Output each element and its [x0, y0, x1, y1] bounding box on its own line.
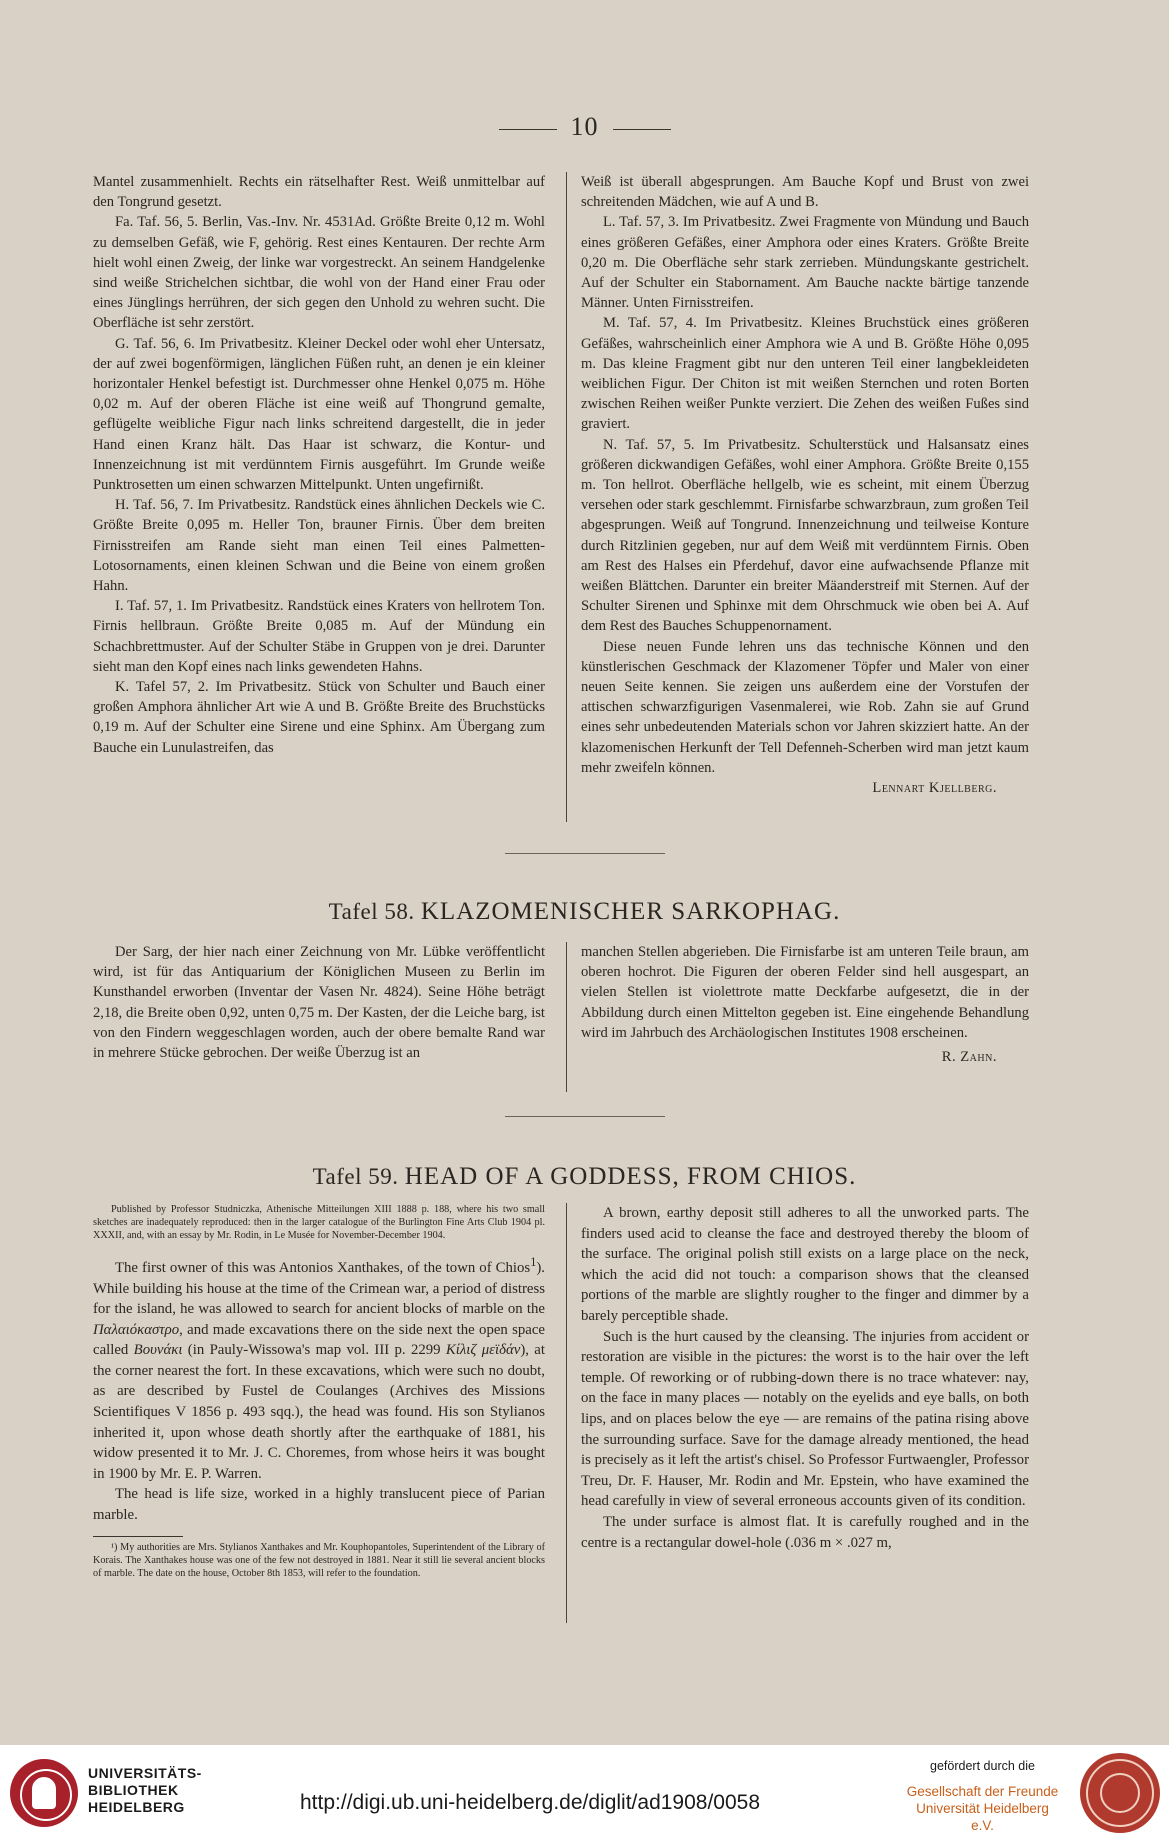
top-right-column	[581, 172, 1029, 798]
section-divider	[505, 853, 665, 854]
greek-term: Κίλιζ μεϊδάν	[445, 1342, 521, 1359]
paragraph: I. Taf. 57, 1. Im Privatbesitz. Randstück eines Kraters von hellrotem Ton. Firnis hellbraun. Größte Breite 0,085 m. Auf der Mündung ein Schachbrettmuster. Auf der Schulter Stäbe in Gruppen von je drei. Darunter sieht man den Kopf eines nach links gewendeten Hahns.	[93, 598, 545, 675]
footnote-rule	[93, 1536, 183, 1537]
tafel58-left-column	[93, 942, 545, 1063]
column-divider	[566, 1203, 567, 1623]
paragraph: The head is life size, worked in a highly translucent piece of Parian marble.	[93, 1486, 545, 1524]
university-seal-icon	[1080, 1753, 1160, 1833]
page-number: 10	[0, 112, 1169, 142]
tafel58-right-column	[581, 942, 1029, 1067]
page-number-rule-left	[499, 129, 557, 130]
paragraph: The first owner of this was Antonios Xanthakes, of the town of Chios$^1$). While building his house at the time of the Crimean war, a period of distress for the island, he was allowed to search for ancient blocks of marble on the Παλαιόκαστρο, and made excavations there on the side next the open space called Βουνάκι (in Pauly-Wissowa's map vol. III p. 2299 Κίλιζ μεϊδάν), at the corner nearest the fort. In these excavations, which were such no doubt, as are described by Fustel de Coulanges (Archives des Missions Scientifiques V 1856 p. 493 sqq.), the head was found. His son Stylianos inherited it, upon whose death shortly after the earthquake of 1881, his widow presented it to Mr. J. C. Choremes, from whose heirs it was bought in 1900 by Mr. E. P. Warren.	[93, 1255, 545, 1482]
paragraph: Diese neuen Funde lehren uns das technische Können und den künstlerischen Geschmack der Klazomener Töpfer und Maler von einer neuen Seite kennen. Sie zeigen uns außerdem eine der Vorstufen der attischen schwarzfigurigen Vasenmalerei, wie Rob. Zahn sie auf Grund eines sehr unbedeutenden Materials schon vor Jahren skizziert hatte. An der klazomenischen Herkunft der Tell Defenneh-Scherben wird man jetzt kaum mehr zweifeln können.	[581, 638, 1029, 776]
paragraph: M. Taf. 57, 4. Im Privatbesitz. Kleines Bruchstück eines größeren Gefäßes, wahrscheinlich einer Amphora wie A und B. Größte Höhe 0,095 m. Das kleine Fragment gibt nur den unteren Teil einer langbekleideten weiblichen Figur. Der Chiton ist mit weißen Sternchen und roten Borten zwischen Reihen weißer Punkte verziert. Die Zehen des weißen Fußes sind graviert.	[581, 315, 1029, 433]
tafel59-right-column	[581, 1203, 1029, 1553]
paragraph: G. Taf. 56, 6. Im Privatbesitz. Kleiner Deckel oder wohl eher Untersatz, der auf zwei bogenförmigen, länglichen Füßen ruht, an denen je ein kleiner horizontaler Henkel befestigt ist. Durchmesser ohne Henkel 0,075 m. Höhe 0,02 m. Auf der oberen Fläche ist eine weiß auf Thongrund gemalte, geflügelte weibliche Figur nach links schreitend dargestellt, die in jeder Hand einen Kranz hält. Das Haar ist schwarz, die Kontur- und Innenzeichnung ist mit verdünntem Firnis ausgeführt. Im Grunde weiße Punktrosetten um einen schwarzen Mittelpunkt. Unten ungefirnißt.	[93, 335, 545, 494]
paragraph: manchen Stellen abgerieben. Die Firnisfarbe ist am unteren Teile braun, am oberen hochrot. Die Figuren der oberen Felder sind hell ausgespart, an vielen Stellen ist violettrote matte Deckfarbe aufgesetzt, die in der Abbildung durch einen Mittelton gegeben ist. Eine eingehende Behandlung wird im Jahrbuch des Archäologischen Institutes 1908 erscheinen.	[581, 944, 1029, 1041]
paragraph: L. Taf. 57, 3. Im Privatbesitz. Zwei Fragmente von Mündung und Bauch eines größeren Gefäßes, einer Amphora oder eines Kraters. Größte Breite 0,20 m. Die Oberfläche sehr stark zerrieben. Mündungskante gestrichelt. Auf der Schulter ein Stabornament. Am Bauche nackte bärtige tanzende Männer. Unten Firnisstreifen.	[581, 214, 1029, 312]
footnote: ¹) My authorities are Mrs. Stylianos Xanthakes and Mr. Kouphopantoles, Superintendent of the Library of Korais. The Xanthakes house was one of the few not destroyed in 1881. Near it still lie several ancient blocks of marble. The date on the house, October 8th 1853, will refer to the foundation.	[93, 1541, 545, 1579]
paragraph: Mantel zusammenhielt. Rechts ein rätselhafter Rest. Weiß unmittelbar auf den Tongrund gesetzt.	[93, 174, 545, 211]
section-heading-tafel58: Tafel 58. KLAZOMENISCHER SARKOPHAG.	[328, 898, 841, 925]
paragraph: K. Tafel 57, 2. Im Privatbesitz. Stück von Schulter und Bauch einer großen Amphora ähnlicher Art wie A und B. Größte Breite des Bruchstücks 0,19 m. Auf der Schulter eine Sirene und eine Sphinx. Am Übergang zum Bauche ein Lunulastreifen, das	[93, 679, 545, 756]
author-signature: R. Zahn.	[941, 1049, 997, 1066]
paragraph: H. Taf. 56, 7. Im Privatbesitz. Randstück eines ähnlichen Deckels wie C. Größte Breite 0,095 m. Heller Ton, brauner Firnis. Über dem breiten Firnisstreifen am Rande sieht man einen Teil eines Palmetten-Lotosornaments, einen kleinen Schwan und die Beine von einem großen Hahn.	[93, 497, 545, 595]
column-divider	[566, 942, 567, 1092]
section-heading-tafel59: Tafel 59. HEAD OF A GODDESS, FROM CHIOS.	[312, 1163, 857, 1190]
sponsor-intro: gefördert durch die	[930, 1759, 1035, 1773]
top-left-column	[93, 172, 545, 758]
sponsor-block[interactable]	[905, 1759, 1060, 1834]
paragraph: Fa. Taf. 56, 5. Berlin, Vas.-Inv. Nr. 4531Ad. Größte Breite 0,12 m. Wohl zu demselben Gefäß, wie F, gehörig. Rest eines Kentauren. Der rechte Arm hielt wohl einen Zweig, der linke war vorgestreckt. An seinem Handgelenke sind weiße Strichelchen sichtbar, die wohl von der Hand einer Frau oder eines Jünglings herrühren, der sich gegen den Unhold zu wehren sucht. Die Oberfläche ist sehr zerstört.	[93, 214, 545, 332]
library-logo[interactable]	[10, 1759, 250, 1827]
sponsor-name: Gesellschaft der Freunde Universität Heidelberg e.V.	[906, 1784, 1059, 1833]
publication-note: Published by Professor Studniczka, Athenische Mitteilungen XIII 1888 p. 188, where his two small sketches are inadequately reproduced: then in the larger catalogue of the Burlington Fine Arts Club 1904 pl. XXXII, and, with an essay by Mr. Rodin, in Le Musée for November-December 1904.	[93, 1204, 545, 1241]
section-divider	[505, 1116, 665, 1117]
library-name: UNIVERSITÄTS- BIBLIOTHEK HEIDELBERG	[88, 1765, 202, 1815]
paragraph: A brown, earthy deposit still adheres to all the unworked parts. The finders used acid to cleanse the face and destroyed thereby the bloom of the surface. The original polish still exists on a large place on the neck, which the acid did not touch: a comparison shows that the cleansed portions of the marble are slightly rougher to the finger and dimmer by a barely perceptible shade.	[581, 1205, 1029, 1324]
paragraph: N. Taf. 57, 5. Im Privatbesitz. Schulterstück und Halsansatz eines größeren dickwandigen Gefäßes, wohl einer Amphora. Größte Breite 0,155 m. Ton hellrot. Oberfläche hellgelb, wie es scheint, mit einem Überzug versehen oder stark geschlemmt. Firnisfarbe schwarzbraun, zum großen Teil abgesprungen. Weiß auf Tongrund. Innenzeichnung und teilweise Konture durch Ritzlinien gegeben, nur auf dem Weiß mit verdünntem Firnis. Oben am Rest des Halses ein Pferdehuf, davor eine aufwachsende Pflanze mit weißen Blättchen. Darunter ein breiter Mäanderstreif mit Sternen. Auf der Schulter Sirenen und Sphinxe mit dem Ohrschmuck wie oben bei A. Auf dem Rest des Bauches Schuppenornament.	[581, 436, 1029, 635]
page-number-rule-right	[613, 129, 671, 130]
paragraph: Such is the hurt caused by the cleansing. The injuries from accident or restoration are visible in the pictures: the worst is to the hair over the left temple. Of reworking or of rubbing-down there is no trace whatever: nay, on the face in many places — notably on the eyelids and eye balls, on both lips, and on places below the eye — are remains of the patina rising above the surrounding surface. Save for the damage already mentioned, the head is precisely as it left the artist's chisel. So Professor Furtwaengler, Professor Treu, Dr. F. Hauser, Mr. Rodin and Mr. Epstein, who have examined the head carefully in view of several erroneous accounts given of its condition.	[581, 1328, 1029, 1510]
lion-emblem-icon	[10, 1759, 78, 1827]
tafel59-left-column	[93, 1203, 545, 1580]
permalink-url[interactable]: http://digi.ub.uni-heidelberg.de/diglit/ad1908/0058	[300, 1791, 761, 1814]
paragraph: Der Sarg, der hier nach einer Zeichnung von Mr. Lübke veröffentlicht wird, ist für das Antiquarium der Königlichen Museen zu Berlin im Kunsthandel erworben (Inventar der Vasen Nr. 4824). Seine Höhe beträgt 2,18, die Breite oben 0,92, unten 0,75 m. Der Kasten, der die Leiche barg, ist von den Findern weggeschlagen worden, auch der obere bemalte Rand war in mehrere Stücke gebrochen. Der weiße Überzug ist an	[93, 944, 545, 1062]
paragraph: The under surface is almost flat. It is carefully roughed and in the centre is a rectangular dowel-hole (.036 m × .027 m,	[581, 1513, 1029, 1551]
digitization-footer	[0, 1745, 1169, 1837]
greek-term: Βουνάκι	[133, 1342, 183, 1359]
column-divider	[566, 172, 567, 822]
footnote-marker: 1	[530, 1255, 537, 1269]
paragraph: Weiß ist überall abgesprungen. Am Bauche Kopf und Brust von zwei schreitenden Mädchen, wie auf A und B.	[581, 174, 1029, 211]
greek-term: Παλαιόκαστρο	[93, 1321, 180, 1338]
author-signature: Lennart Kjellberg.	[872, 780, 997, 797]
